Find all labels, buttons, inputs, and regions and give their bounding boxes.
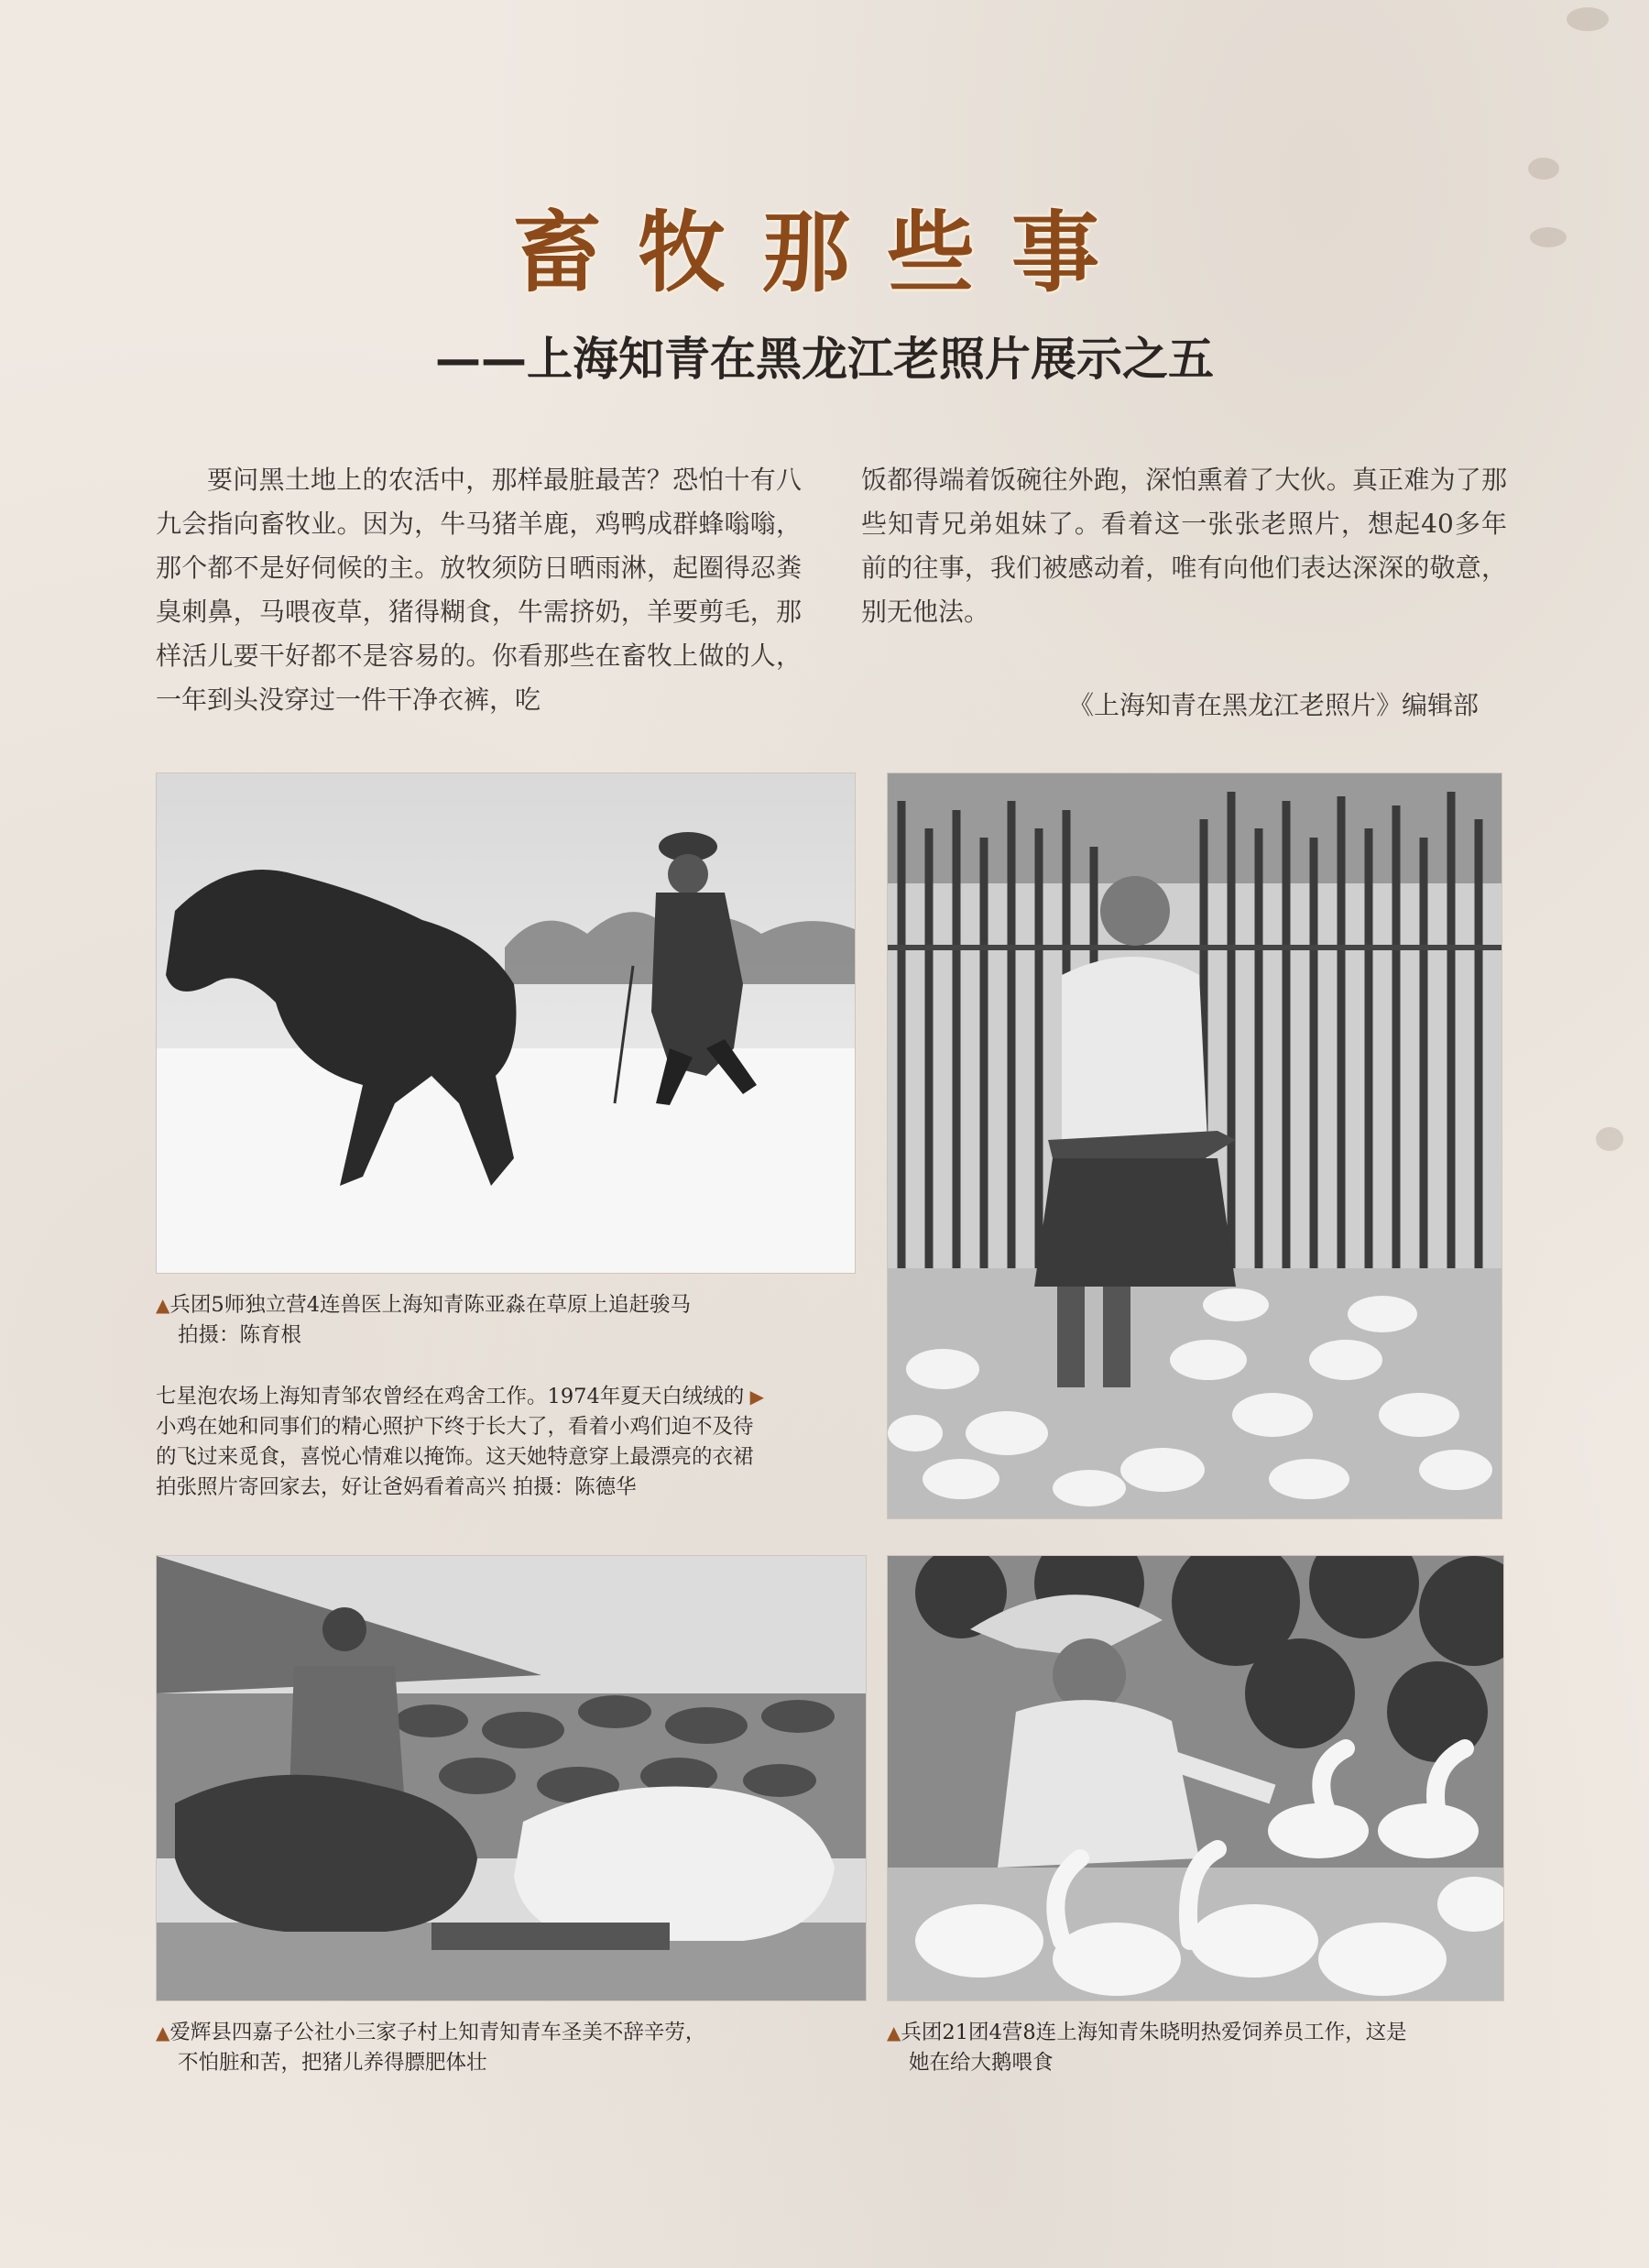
caption-marker-icon: ▶ [744,1386,765,1408]
caption-pig: ▲爱辉县四嘉子公社小三家子村上知青知青车圣美不辞辛劳， 不怕脏和苦，把猪儿养得膘肥体壮 [156,2021,706,2075]
page-subtitle: ——上海知青在黑龙江老照片展示之五 [435,333,1214,386]
caption-horse: ▲兵团5师独立营4连兽医上海知青陈亚淼在草原上追赶骏马 拍摄：陈育根 [156,1293,692,1347]
photo-chicken-feeding [887,772,1502,1519]
ink-spot [1596,1127,1623,1151]
photo-pig-feeding [156,1555,867,2001]
editorial-signature: 《上海知青在黑龙江老照片》编辑部 [1067,690,1479,720]
photo-goose-feeding [887,1555,1504,2001]
caption-marker-icon: ▲ [887,2021,901,2043]
caption-marker-icon: ▲ [156,2021,170,2043]
caption-goose: ▲兵团21团4营8连上海知青朱晓明热爱饲养员工作，这是 她在给大鹅喂食 [887,2021,1407,2075]
photo-horse-chase [156,772,856,1274]
caption-chicken: 七星泡农场上海知青邹农曾经在鸡舍工作。1974年夏天白绒绒的 ▶ 小鸡在她和同事们的精心照护下终于长大了，看着小鸡们迫不及待 的飞过来觅食，喜悦心情难以掩饰。这天她特意穿上最漂亮的衣裙 拍张照片寄回家去，好让爸妈看着高兴 拍摄：陈德华 [156,1385,765,1499]
caption-marker-icon: ▲ [156,1294,170,1316]
intro-paragraph-right: 饭都得端着饭碗往外跑，深怕熏着了大伙。真正难为了那些知青兄弟姐妹了。看着这一张张老照片，想起40多年前的往事，我们被感动着，唯有向他们表达深深的敬意，别无他法。 [861,465,1507,627]
intro-paragraph-left: 要问黑土地上的农活中，那样最脏最苦？恐怕十有八九会指向畜牧业。因为，牛马猪羊鹿，鸡鸭成群蜂嗡嗡，那个都不是好伺候的主。放牧须防日晒雨淋，起圈得忍粪臭刺鼻，马喂夜草，猪得糊食，牛需挤奶，羊要剪毛，那样活儿要干好都不是容易的。你看那些在畜牧上做的人，一年到头没穿过一件干净衣裤，吃 [156,465,802,715]
ink-spot [1567,7,1609,31]
ink-spot [1528,158,1559,180]
page-title: 畜牧那些事 [513,202,1136,304]
